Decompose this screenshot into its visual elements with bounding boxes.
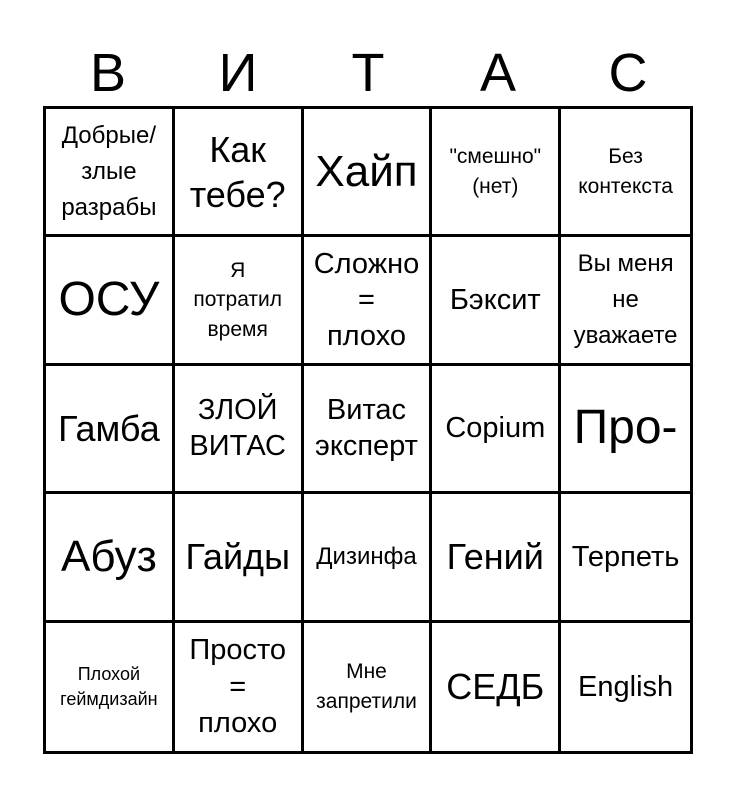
bingo-cell[interactable] bbox=[561, 366, 690, 494]
bingo-cell[interactable] bbox=[46, 494, 175, 622]
bingo-cell[interactable] bbox=[561, 623, 690, 751]
header-letter-5: С bbox=[608, 43, 648, 103]
bingo-cell-label: ЗЛОЙ ВИТАС bbox=[189, 394, 286, 463]
bingo-cell-label: Гайды bbox=[185, 536, 290, 578]
bingo-cell-label: Хайп bbox=[315, 146, 418, 196]
bingo-cell-label: Как тебе? bbox=[189, 128, 286, 215]
bingo-header bbox=[43, 40, 693, 106]
bingo-cell[interactable] bbox=[304, 623, 433, 751]
bingo-cell-label: Терпеть bbox=[571, 540, 680, 573]
bingo-cell-label: Copium bbox=[445, 412, 546, 445]
bingo-cell[interactable] bbox=[432, 109, 561, 237]
bingo-cell[interactable] bbox=[432, 237, 561, 365]
bingo-cell[interactable] bbox=[46, 237, 175, 365]
bingo-cell-label: Дизинфа bbox=[316, 542, 417, 570]
bingo-cell-label: English bbox=[578, 670, 674, 703]
bingo-board bbox=[43, 106, 693, 754]
bingo-cell[interactable] bbox=[304, 494, 433, 622]
bingo-cell-label: Мне запретили bbox=[316, 660, 417, 713]
bingo-cell[interactable] bbox=[46, 109, 175, 237]
bingo-cell-label: Сложно = плохо bbox=[313, 247, 420, 353]
bingo-cell-label: Я потратил время bbox=[193, 259, 283, 341]
bingo-cell-label: Абуз bbox=[61, 531, 157, 581]
bingo-cell-label: СЕДБ bbox=[446, 666, 545, 708]
bingo-cell[interactable] bbox=[432, 494, 561, 622]
bingo-cell-label: ОСУ bbox=[58, 272, 160, 326]
bingo-cell-label: Без контекста bbox=[578, 145, 673, 198]
header-letter-2: И bbox=[218, 43, 258, 103]
bingo-cell[interactable] bbox=[304, 109, 433, 237]
bingo-cell[interactable] bbox=[432, 623, 561, 751]
bingo-cell[interactable] bbox=[175, 494, 304, 622]
bingo-cell[interactable] bbox=[304, 237, 433, 365]
header-letter-4: А bbox=[479, 43, 517, 103]
bingo-cell[interactable] bbox=[561, 237, 690, 365]
bingo-cell-label: Добрые/ злые разрабы bbox=[61, 121, 157, 221]
bingo-cell-label: Гамба bbox=[58, 407, 160, 449]
bingo-cell-label: Бэксит bbox=[449, 283, 541, 316]
bingo-cell-label: Вы меня не уважаете bbox=[573, 250, 678, 350]
bingo-cell[interactable] bbox=[175, 237, 304, 365]
bingo-cell[interactable] bbox=[46, 623, 175, 751]
bingo-cell-label: Плохой геймдизайн bbox=[60, 664, 158, 709]
header-letter-1: В bbox=[89, 43, 127, 103]
bingo-cell-label: Гений bbox=[446, 536, 544, 578]
bingo-cell[interactable] bbox=[175, 109, 304, 237]
bingo-cell-label: Про- bbox=[573, 401, 678, 455]
bingo-cell[interactable] bbox=[432, 366, 561, 494]
bingo-cell[interactable] bbox=[561, 494, 690, 622]
bingo-cell[interactable] bbox=[175, 623, 304, 751]
bingo-cell-label: "смешно" (нет) bbox=[449, 145, 542, 198]
bingo-cell[interactable] bbox=[304, 366, 433, 494]
bingo-cell[interactable] bbox=[46, 366, 175, 494]
bingo-cell-label: Просто = плохо bbox=[189, 634, 287, 739]
bingo-cell-label: Витас эксперт bbox=[315, 394, 418, 463]
bingo-cell[interactable] bbox=[561, 109, 690, 237]
bingo-cell[interactable] bbox=[175, 366, 304, 494]
header-letter-3: Т bbox=[351, 43, 385, 103]
